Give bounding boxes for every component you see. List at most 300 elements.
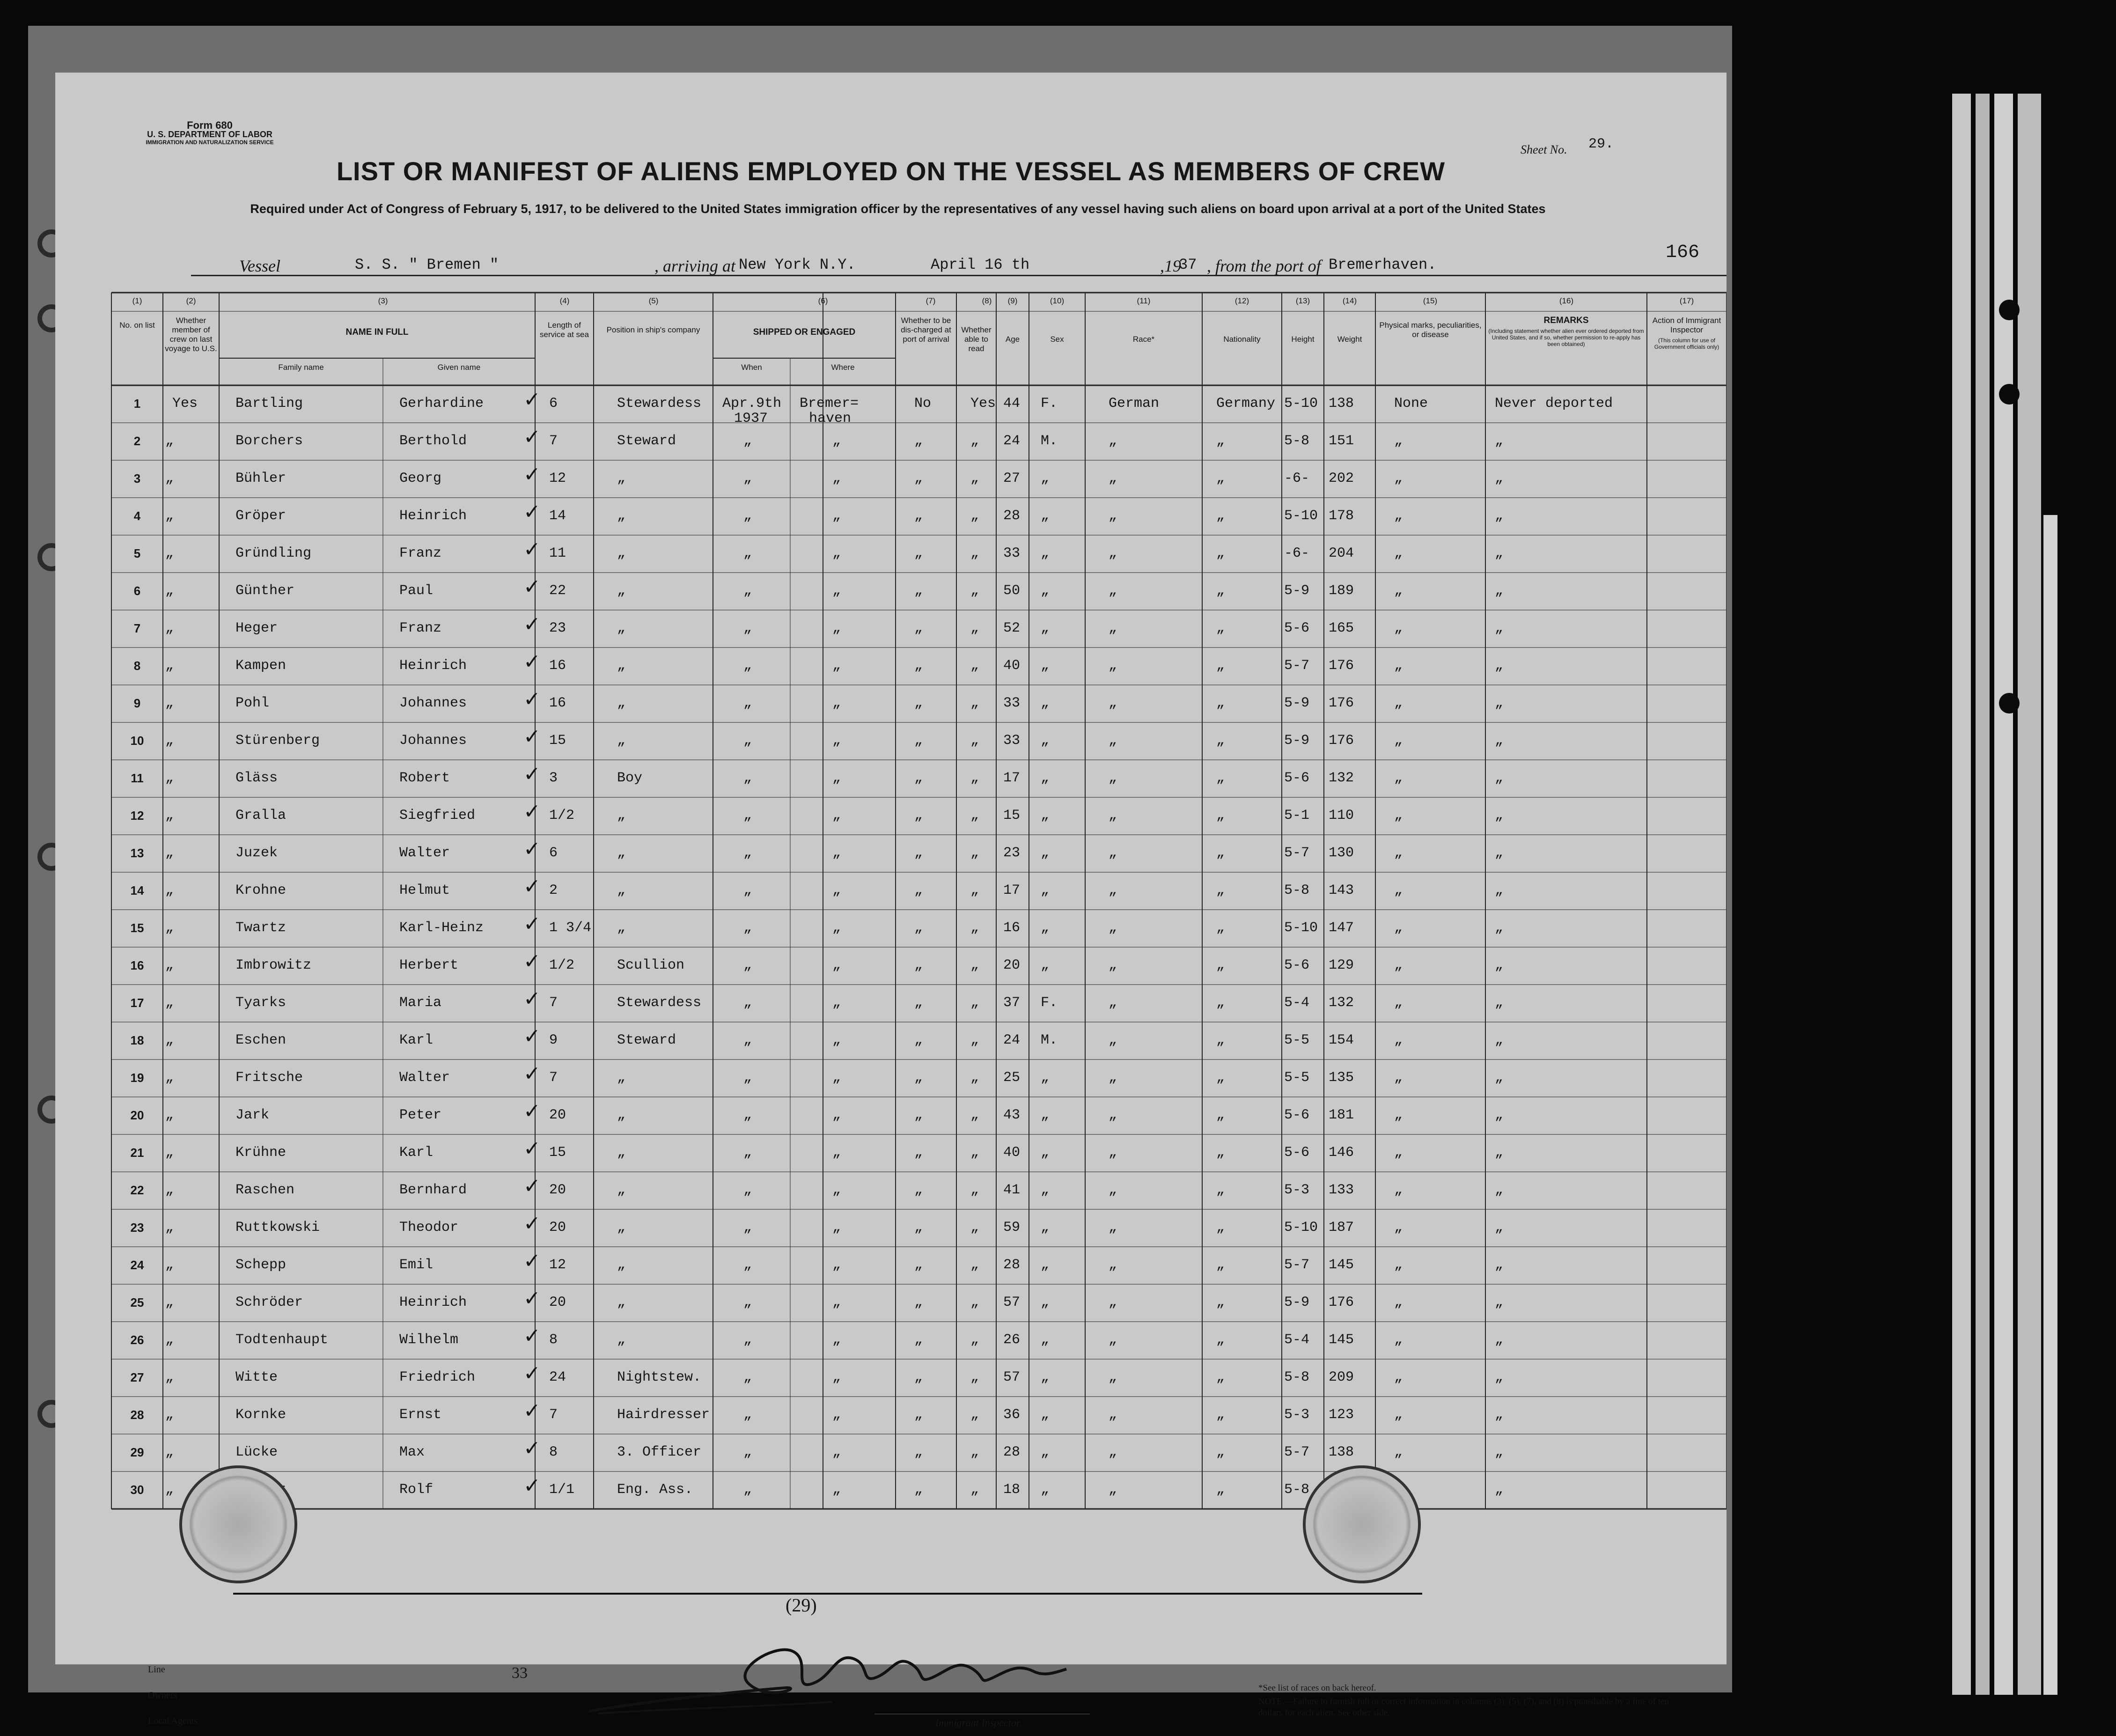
race-cell: „ <box>1109 658 1117 674</box>
nationality-cell: „ <box>1216 1107 1225 1123</box>
where-cell: „ <box>832 1107 841 1123</box>
able-to-read-cell: „ <box>970 1182 979 1198</box>
where-cell: „ <box>832 1070 841 1086</box>
sex-cell: „ <box>1041 1332 1050 1348</box>
row-number: 7 <box>133 621 141 635</box>
checkmark: ✓ <box>523 875 541 898</box>
physical-marks-cell: „ <box>1394 1407 1403 1423</box>
row-number: 1 <box>133 397 141 411</box>
height-cell: 5-6 <box>1284 1145 1310 1161</box>
row-number: 18 <box>130 1033 144 1047</box>
family-name-cell: Bühler <box>235 471 287 486</box>
height-cell: 5-9 <box>1284 733 1310 749</box>
remarks-cell: „ <box>1495 583 1504 599</box>
discharged-cell: „ <box>914 583 923 599</box>
race-cell: „ <box>1109 1257 1117 1273</box>
header-discharged: Whether to be dis-charged at port of arrival <box>901 316 951 344</box>
checkmark: ✓ <box>523 650 541 674</box>
column-number-9: (9) <box>1007 296 1018 305</box>
weight-cell: 204 <box>1329 545 1354 561</box>
remarks-cell: „ <box>1495 995 1504 1011</box>
weight-cell: 189 <box>1329 583 1354 599</box>
able-to-read-cell: „ <box>970 1295 979 1310</box>
sex-cell: „ <box>1041 658 1050 674</box>
sex-cell: „ <box>1041 770 1050 786</box>
column-number-14: (14) <box>1342 296 1357 305</box>
given-name-cell: Herbert <box>399 957 459 973</box>
checkmark: ✓ <box>523 800 541 824</box>
nationality-cell: „ <box>1216 920 1225 936</box>
checkmark: ✓ <box>523 537 541 561</box>
header-weight: Weight <box>1337 335 1362 344</box>
when-cell: „ <box>743 1407 752 1423</box>
height-cell: 5-10 <box>1284 396 1318 412</box>
able-to-read-cell: „ <box>970 508 979 524</box>
discharged-cell: „ <box>914 920 923 936</box>
member-cell: „ <box>165 545 174 561</box>
family-name-cell: Gründling <box>235 545 312 561</box>
physical-marks-cell: „ <box>1394 733 1403 749</box>
discharged-cell: „ <box>914 1182 923 1198</box>
given-name-cell: Helmut <box>399 883 450 898</box>
position-cell: „ <box>617 1182 626 1198</box>
height-cell: 5-5 <box>1284 1070 1310 1086</box>
row-number: 23 <box>130 1221 144 1235</box>
race-cell: „ <box>1109 508 1117 524</box>
given-name-cell: Emil <box>399 1257 433 1273</box>
weight-cell: 176 <box>1329 658 1354 674</box>
where-cell: „ <box>832 1257 841 1273</box>
header-name-in-full: NAME IN FULL <box>345 327 409 337</box>
family-name-cell: Stürenberg <box>235 733 320 749</box>
sheet-edge <box>1994 94 2013 1695</box>
row-number: 5 <box>133 546 141 560</box>
nationality-cell: „ <box>1216 545 1225 561</box>
height-cell: 5-5 <box>1284 1032 1310 1048</box>
discharged-cell: „ <box>914 845 923 861</box>
member-cell: „ <box>165 770 174 786</box>
member-cell: „ <box>165 1070 174 1086</box>
member-cell: „ <box>165 1182 174 1198</box>
weight-cell: 202 <box>1329 471 1354 486</box>
race-cell: „ <box>1109 808 1117 824</box>
family-name-cell: Tyarks <box>235 995 287 1011</box>
arriving-label: , arriving at <box>654 257 736 275</box>
total-count-annotation: (29) <box>786 1595 817 1616</box>
nationality-cell: „ <box>1216 808 1225 824</box>
physical-marks-cell: „ <box>1394 957 1403 973</box>
checkmark: ✓ <box>523 388 541 412</box>
member-cell: „ <box>165 808 174 824</box>
sex-cell: „ <box>1041 1070 1050 1086</box>
height-cell: 5-7 <box>1284 1257 1310 1273</box>
sex-cell: F. <box>1041 396 1058 412</box>
family-name-cell: Jark <box>235 1107 270 1123</box>
physical-marks-cell: „ <box>1394 1070 1403 1086</box>
service-length-cell: 20 <box>549 1220 566 1236</box>
sheet-label: Sheet No. <box>1521 143 1567 156</box>
remarks-cell: „ <box>1495 770 1504 786</box>
owners-label: Owners <box>148 1690 177 1700</box>
position-cell: Scullion <box>617 957 685 973</box>
nationality-cell: „ <box>1216 1220 1225 1236</box>
position-cell: Eng. Ass. <box>617 1482 693 1498</box>
consulate-seal-left <box>179 1465 297 1583</box>
checkmark: ✓ <box>523 612 541 636</box>
physical-marks-cell: „ <box>1394 845 1403 861</box>
shipped-where-line2: haven <box>809 411 852 427</box>
position-cell: „ <box>617 545 626 561</box>
discharged-cell: „ <box>914 883 923 898</box>
position-cell: Hairdresser <box>617 1407 710 1423</box>
when-cell: „ <box>743 1332 752 1348</box>
remarks-cell: „ <box>1495 545 1504 561</box>
weight-cell: 132 <box>1329 995 1354 1011</box>
given-name-cell: Bernhard <box>399 1182 467 1198</box>
family-name-cell: Ruttkowski <box>235 1220 320 1236</box>
local-agents-label: Local Agents <box>148 1716 198 1726</box>
remarks-cell: „ <box>1495 620 1504 636</box>
age-cell: 33 <box>1003 695 1021 711</box>
weight-cell: 181 <box>1329 1107 1354 1123</box>
height-cell: 5-7 <box>1284 1444 1310 1460</box>
service-length-cell: 16 <box>549 658 566 674</box>
row-number: 9 <box>133 696 141 710</box>
weight-cell: 146 <box>1329 1145 1354 1161</box>
weight-cell: 129 <box>1329 957 1354 973</box>
header-able-to-read: Whether able to read <box>961 325 992 353</box>
row-number: 27 <box>130 1370 144 1384</box>
family-name-cell: Heger <box>235 620 278 636</box>
member-cell: „ <box>165 1220 174 1236</box>
physical-marks-cell: „ <box>1394 995 1403 1011</box>
given-name-cell: Ernst <box>399 1407 442 1423</box>
given-name-cell: Wilhelm <box>399 1332 459 1348</box>
nationality-cell: „ <box>1216 1257 1225 1273</box>
remarks-cell: „ <box>1495 1369 1504 1385</box>
service-name: IMMIGRATION AND NATURALIZATION SERVICE <box>146 139 274 146</box>
age-cell: 57 <box>1003 1369 1021 1385</box>
family-name-cell: Raschen <box>235 1182 295 1198</box>
age-cell: 40 <box>1003 1145 1021 1161</box>
when-cell: „ <box>743 1032 752 1048</box>
given-name-cell: Rolf <box>399 1482 433 1498</box>
checkmark: ✓ <box>523 1249 541 1273</box>
header-given-name: Given name <box>437 363 481 372</box>
physical-marks-cell: „ <box>1394 1220 1403 1236</box>
able-to-read-cell: „ <box>970 1257 979 1273</box>
row-number: 22 <box>130 1183 144 1197</box>
column-number-5: (5) <box>648 296 659 305</box>
given-name-cell: Robert <box>399 770 450 786</box>
service-length-cell: 7 <box>549 1407 558 1423</box>
sex-cell: „ <box>1041 508 1050 524</box>
remarks-cell: „ <box>1495 1257 1504 1273</box>
where-cell: „ <box>832 471 841 486</box>
remarks-cell: „ <box>1495 658 1504 674</box>
column-number-2: (2) <box>186 296 196 305</box>
sex-cell: „ <box>1041 808 1050 824</box>
given-name-cell: Karl-Heinz <box>399 920 484 936</box>
nationality-cell: Germany <box>1216 396 1276 412</box>
service-length-cell: 6 <box>549 396 558 412</box>
where-cell: „ <box>832 1295 841 1310</box>
member-cell: „ <box>165 695 174 711</box>
physical-marks-cell: „ <box>1394 1145 1403 1161</box>
race-cell: „ <box>1109 1332 1117 1348</box>
header-no-on-list: No. on list <box>119 321 155 330</box>
family-name-cell: Fritsche <box>235 1070 303 1086</box>
column-number-8: (8) <box>982 296 992 305</box>
where-cell: „ <box>832 583 841 599</box>
race-cell: „ <box>1109 433 1117 449</box>
column-number-6: (6) <box>818 296 828 305</box>
row-number: 8 <box>133 659 141 673</box>
member-cell: Yes <box>172 396 198 412</box>
remarks-cell: „ <box>1495 508 1504 524</box>
remarks-cell: „ <box>1495 1032 1504 1048</box>
consulate-seal-right <box>1303 1465 1421 1583</box>
remarks-cell: „ <box>1495 433 1504 449</box>
page-subtitle: Required under Act of Congress of February 5, 1917, to be delivered to the United States immigration officer by the representatives of any vessel having such aliens on board upon arrival at a port of the United States <box>250 202 1546 216</box>
service-length-cell: 12 <box>549 471 566 486</box>
member-cell: „ <box>165 1332 174 1348</box>
height-cell: 5-10 <box>1284 508 1318 524</box>
when-cell: „ <box>743 1070 752 1086</box>
service-length-cell: 3 <box>549 770 558 786</box>
remarks-cell: „ <box>1495 883 1504 898</box>
row-number: 13 <box>130 846 144 860</box>
row-number: 24 <box>130 1258 144 1272</box>
vessel-label: Vessel <box>239 257 280 275</box>
able-to-read-cell: „ <box>970 620 979 636</box>
position-cell: 3. Officer <box>617 1444 702 1460</box>
when-cell: „ <box>743 508 752 524</box>
shipped-when-line2: 1937 <box>734 411 768 427</box>
sheet-edge <box>1952 94 1971 1695</box>
column-number-10: (10) <box>1050 296 1065 305</box>
header-when: When <box>741 363 762 372</box>
height-cell: 5-9 <box>1284 695 1310 711</box>
form-number: Form 680 <box>187 119 233 131</box>
weight-cell: 165 <box>1329 620 1354 636</box>
position-cell: „ <box>617 1220 626 1236</box>
row-number: 17 <box>130 996 144 1010</box>
position-cell: „ <box>617 658 626 674</box>
member-cell: „ <box>165 1107 174 1123</box>
remarks-cell: „ <box>1495 1295 1504 1310</box>
checkmark: ✓ <box>523 762 541 786</box>
race-cell: „ <box>1109 1182 1117 1198</box>
row-number: 29 <box>130 1445 144 1459</box>
family-name-cell: Krohne <box>235 883 287 898</box>
service-length-cell: 23 <box>549 620 566 636</box>
column-number-12: (12) <box>1234 296 1249 305</box>
remarks-cell: „ <box>1495 1482 1504 1498</box>
column-number-13: (13) <box>1295 296 1310 305</box>
remarks-cell: „ <box>1495 1444 1504 1460</box>
able-to-read-cell: „ <box>970 883 979 898</box>
member-cell: „ <box>165 1444 174 1460</box>
sex-cell: „ <box>1041 1107 1050 1123</box>
race-cell: „ <box>1109 471 1117 486</box>
remarks-cell: „ <box>1495 808 1504 824</box>
nationality-cell: „ <box>1216 1145 1225 1161</box>
given-name-cell: Max <box>399 1444 425 1460</box>
discharged-cell: „ <box>914 808 923 824</box>
age-cell: 40 <box>1003 658 1021 674</box>
header-nationality: Nationality <box>1223 335 1261 344</box>
column-number-7: (7) <box>926 296 936 305</box>
column-number-3: (3) <box>378 296 388 305</box>
race-cell: „ <box>1109 920 1117 936</box>
able-to-read-cell: „ <box>970 808 979 824</box>
where-cell: „ <box>832 545 841 561</box>
page-number: 166 <box>1666 242 1700 263</box>
service-length-cell: 20 <box>549 1107 566 1123</box>
header-length-of-service: Length of service at sea <box>540 321 589 339</box>
able-to-read-cell: „ <box>970 1332 979 1348</box>
family-name-cell: Todtenhaupt <box>235 1332 329 1348</box>
given-name-cell: Friedrich <box>399 1369 476 1385</box>
height-cell: 5-4 <box>1284 1332 1310 1348</box>
discharged-cell: „ <box>914 770 923 786</box>
family-name-cell: Gralla <box>235 808 287 824</box>
checkmark: ✓ <box>523 725 541 749</box>
sheet-edge <box>2018 94 2041 1695</box>
age-cell: 24 <box>1003 433 1021 449</box>
header-remarks: REMARKS <box>1543 316 1589 325</box>
discharged-cell: „ <box>914 1407 923 1423</box>
able-to-read-cell: „ <box>970 845 979 861</box>
where-cell: „ <box>832 1182 841 1198</box>
member-cell: „ <box>165 957 174 973</box>
checkmark: ✓ <box>523 1062 541 1086</box>
when-cell: „ <box>743 471 752 486</box>
nationality-cell: „ <box>1216 620 1225 636</box>
checkmark: ✓ <box>523 687 541 711</box>
position-cell: „ <box>617 695 626 711</box>
when-cell: „ <box>743 433 752 449</box>
row-number: 15 <box>130 921 144 935</box>
given-name-cell: Theodor <box>399 1220 459 1236</box>
member-cell: „ <box>165 995 174 1011</box>
nationality-cell: „ <box>1216 995 1225 1011</box>
physical-marks-cell: „ <box>1394 1332 1403 1348</box>
discharged-cell: „ <box>914 471 923 486</box>
column-number-4: (4) <box>559 296 570 305</box>
checkmark: ✓ <box>523 425 541 449</box>
checkmark: ✓ <box>523 1137 541 1161</box>
height-cell: 5-9 <box>1284 583 1310 599</box>
age-cell: 44 <box>1003 396 1021 412</box>
given-name-cell: Johannes <box>399 695 467 711</box>
stacked-sheets-edge <box>1943 94 2074 1695</box>
discharged-cell: „ <box>914 658 923 674</box>
height-cell: -6- <box>1284 545 1310 561</box>
service-length-cell: 9 <box>549 1032 558 1048</box>
member-cell: „ <box>165 1369 174 1385</box>
nationality-cell: „ <box>1216 845 1225 861</box>
sex-cell: „ <box>1041 583 1050 599</box>
race-cell: „ <box>1109 1482 1117 1498</box>
family-name-cell: Lücke <box>235 1444 278 1460</box>
page-title: LIST OR MANIFEST OF ALIENS EMPLOYED ON THE VESSEL AS MEMBERS OF CREW <box>336 156 1446 186</box>
family-name-cell: Witte <box>235 1369 278 1385</box>
row-number: 6 <box>133 584 141 598</box>
table-grid <box>55 73 1727 1664</box>
discharged-cell: „ <box>914 1295 923 1310</box>
weight-cell: 145 <box>1329 1257 1354 1273</box>
physical-marks-cell: „ <box>1394 920 1403 936</box>
given-name-cell: Peter <box>399 1107 442 1123</box>
shipped-when-line1: Apr.9th <box>722 396 782 412</box>
given-name-cell: Walter <box>399 845 450 861</box>
member-cell: „ <box>165 1257 174 1273</box>
service-length-cell: 8 <box>549 1332 558 1348</box>
row-30-strikethrough <box>233 1593 1422 1595</box>
when-cell: „ <box>743 1220 752 1236</box>
checkmark: ✓ <box>523 1474 541 1498</box>
age-cell: 37 <box>1003 995 1021 1011</box>
remarks-cell: „ <box>1495 957 1504 973</box>
nationality-cell: „ <box>1216 1444 1225 1460</box>
physical-marks-cell: None <box>1394 396 1428 412</box>
service-length-cell: 7 <box>549 1070 558 1086</box>
family-name-cell: Schepp <box>235 1257 287 1273</box>
checkmark: ✓ <box>523 987 541 1011</box>
race-cell: „ <box>1109 695 1117 711</box>
race-cell: „ <box>1109 545 1117 561</box>
discharged-cell: „ <box>914 433 923 449</box>
service-length-cell: 15 <box>549 1145 566 1161</box>
service-length-cell: 20 <box>549 1295 566 1310</box>
given-name-cell: Maria <box>399 995 442 1011</box>
when-cell: „ <box>743 1444 752 1460</box>
discharged-cell: „ <box>914 695 923 711</box>
vessel-name: S. S. " Bremen " <box>355 256 499 273</box>
race-cell: „ <box>1109 620 1117 636</box>
age-cell: 43 <box>1003 1107 1021 1123</box>
physical-marks-cell: „ <box>1394 883 1403 898</box>
row-number: 26 <box>130 1333 144 1347</box>
member-cell: „ <box>165 620 174 636</box>
age-cell: 20 <box>1003 957 1021 973</box>
physical-marks-cell: „ <box>1394 695 1403 711</box>
column-number-11: (11) <box>1137 296 1151 305</box>
sheet-edge <box>2043 515 2057 1695</box>
family-name-cell: Pohl <box>235 695 270 711</box>
checkmark: ✓ <box>523 837 541 861</box>
service-length-cell: 1 3/4 <box>549 920 592 936</box>
height-cell: 5-8 <box>1284 883 1310 898</box>
departure-port: Bremerhaven. <box>1329 256 1437 273</box>
member-cell: „ <box>165 433 174 449</box>
position-cell: „ <box>617 1332 626 1348</box>
able-to-read-cell: „ <box>970 1107 979 1123</box>
member-cell: „ <box>165 883 174 898</box>
weight-cell: 145 <box>1329 1332 1354 1348</box>
when-cell: „ <box>743 770 752 786</box>
sex-cell: „ <box>1041 695 1050 711</box>
weight-cell: 154 <box>1329 1032 1354 1048</box>
nationality-cell: „ <box>1216 1070 1225 1086</box>
position-cell: „ <box>617 733 626 749</box>
checkmark: ✓ <box>523 575 541 599</box>
age-cell: 25 <box>1003 1070 1021 1086</box>
nationality-cell: „ <box>1216 733 1225 749</box>
race-cell: German <box>1109 396 1160 412</box>
